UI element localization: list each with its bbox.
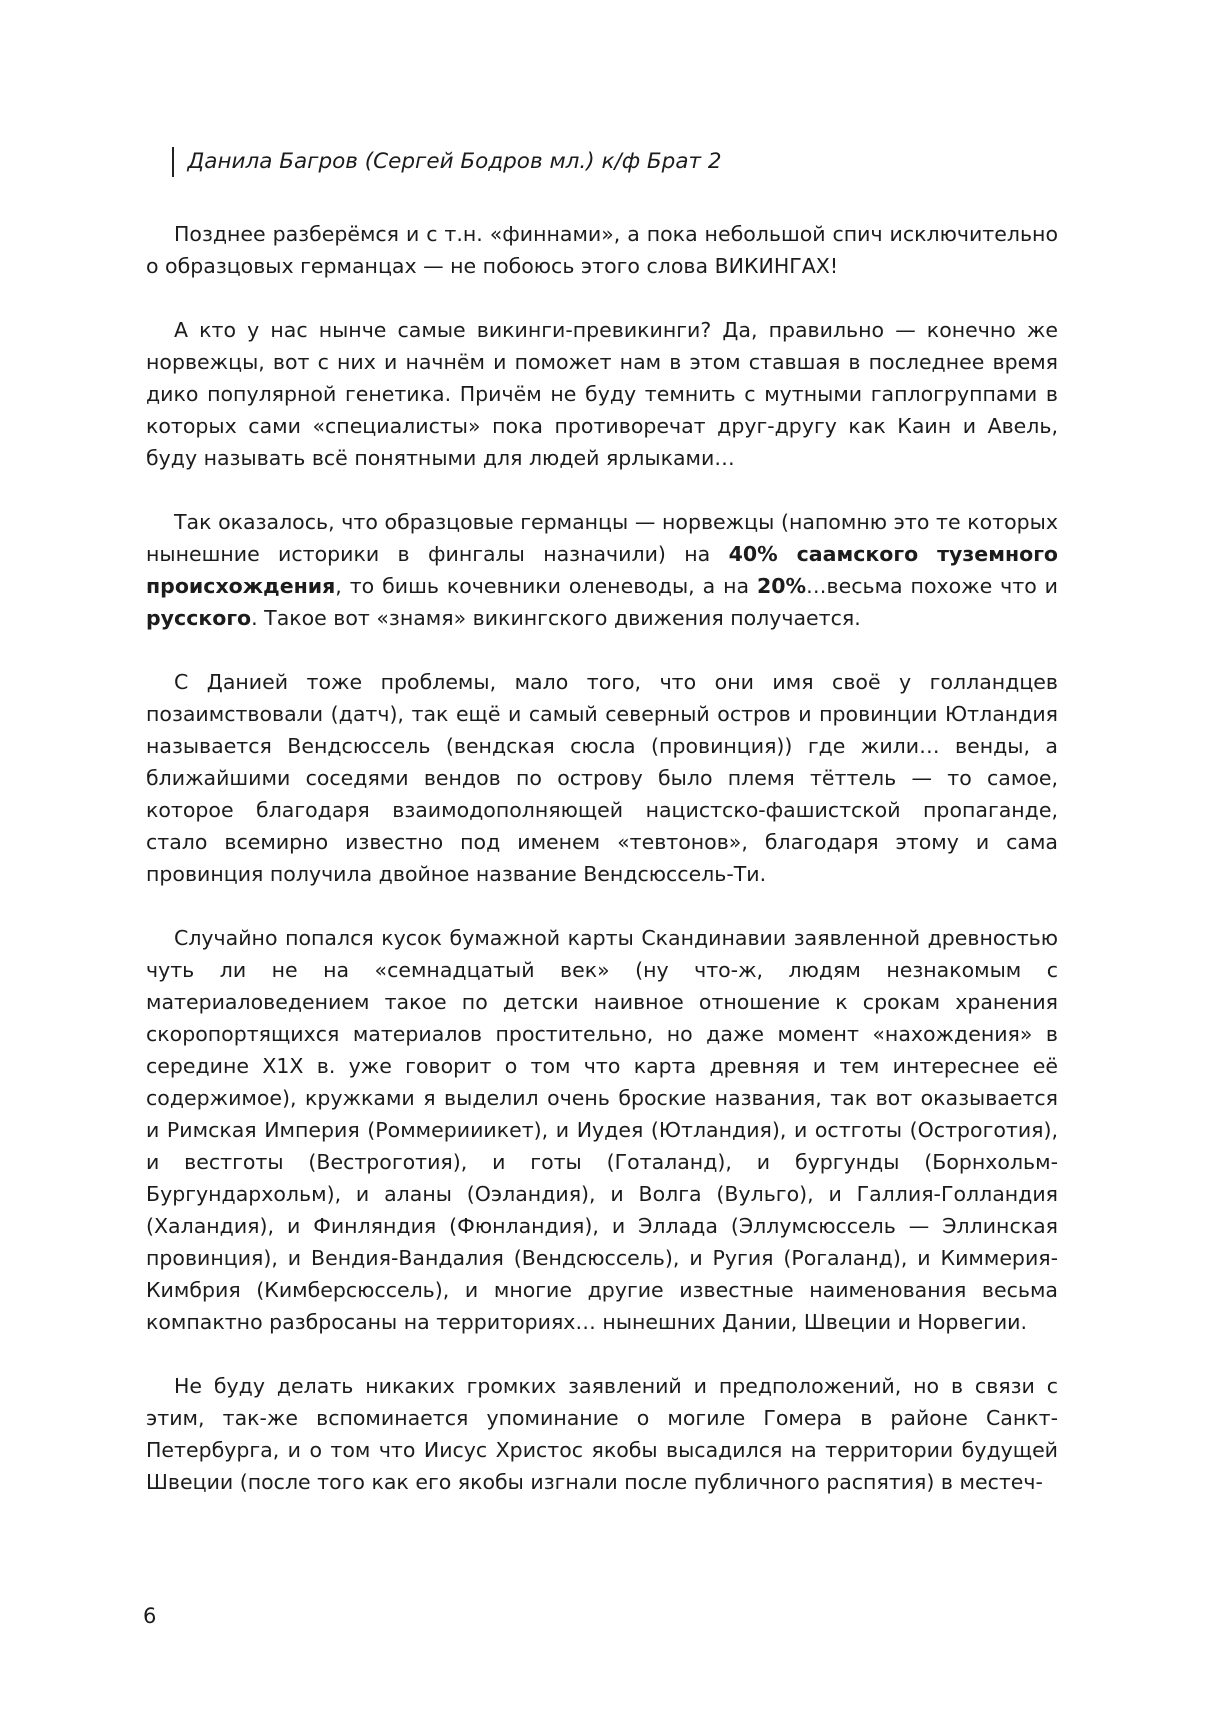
paragraph-4: С Данией тоже проблемы, мало того, что они имя своё у голландцев позаимствовали (датч), так ещё и самый северный остров и провинции Ютландия называется Вендсюссель (вендская сюсла (провинция)) где жили… венды, а ближайшими соседями вендов по острову было племя тёттель — то самое, которое благодаря взаимодополняющей нацистско-фашистской пропаганде, стало всемирно известно под именем «тевтонов», благодаря этому и сама провинция получила двойное название Вендсюссель-Ти. bbox=[146, 670, 1058, 886]
epigraph-bar bbox=[172, 147, 174, 177]
paragraph-3-bold-russian: русского bbox=[146, 606, 252, 630]
paragraph-3-text-e: …весьма похоже что и bbox=[806, 574, 1058, 598]
paragraph-3-text-c: , то бишь кочевники оленеводы, а на bbox=[335, 574, 757, 598]
paragraph-3-text-a: Так оказалось, что образцовые германцы — норвежцы (напомню это те которых нынешние историки в фингалы назначили) на bbox=[146, 510, 1058, 566]
page-content bbox=[146, 146, 1058, 1498]
page-number: 6 bbox=[143, 1604, 157, 1628]
paragraph-2: А кто у нас нынче самые викинги-превикинги? Да, правильно — конечно же норвежцы, вот с них и начнём и поможет нам в этом ставшая в последнее время дико популярной генетика. Причём не буду темнить с мутными гаплогруппами в которых сами «специалисты» пока противоречат друг-другу как Каин и Авель, буду называть всё понятными для людей ярлыками… bbox=[146, 318, 1058, 470]
paragraph-5: Случайно попался кусок бумажной карты Скандинавии заявленной древностью чуть ли не на «семнадцатый век» (ну что-ж, людям незнакомым с материаловедением такое по детски наивное отношение к срокам хранения скоропортящихся материалов простительно, но даже момент «нахождения» в середине Х1Х в. уже говорит о том что карта древняя и тем интереснее её содержимое), кружками я выделил очень броские названия, так вот оказывается и Римская Империя (Роммерииикет), и Иудея (Ютландия), и остготы (Остроготия), и вестготы (Вестроготия), и готы (Готаланд), и бургунды (Борнхольм-Бургундархольм), и аланы (Оэландия), и Волга (Вульго), и Галлия-Голландия (Халандия), и Финляндия (Фюнландия), и Эллада (Эллумсюссель — Эллинская провинция), и Вендия-Вандалия (Вендсюссель), и Ругия (Рогаланд), и Киммерия-Кимбрия (Кимберсюссель), и многие другие известные наименования весьма компактно разбросаны на территориях… нынешних Дании, Швеции и Норвегии. bbox=[146, 926, 1058, 1334]
paragraph-6: Не буду делать никаких громких заявлений и предположений, но в связи с этим, так-же вспоминается упоминание о могиле Гомера в районе Санкт-Петербурга, и о том что Иисус Христос якобы высадился на территории будущей Швеции (после того как его якобы изгнали после публичного распятия) в местеч- bbox=[146, 1374, 1058, 1494]
paragraph-3-bold-percent: 20% bbox=[756, 574, 807, 598]
epigraph-text: Данила Багров (Сергей Бодров мл.) к/ф Брат 2 bbox=[187, 149, 722, 174]
epigraph bbox=[172, 146, 1058, 178]
paragraph-3-text-g: . Такое вот «знамя» викингского движения получается. bbox=[251, 606, 861, 630]
paragraph-1: Позднее разберёмся и с т.н. «финнами», а пока небольшой спич исключительно о образцовых германцах — не побоюсь этого слова ВИКИНГАХ! bbox=[146, 222, 1058, 278]
paragraph-3 bbox=[146, 506, 1058, 634]
paragraph-3-bold-saami: 40% саамского туземного происхождения bbox=[146, 542, 1058, 598]
